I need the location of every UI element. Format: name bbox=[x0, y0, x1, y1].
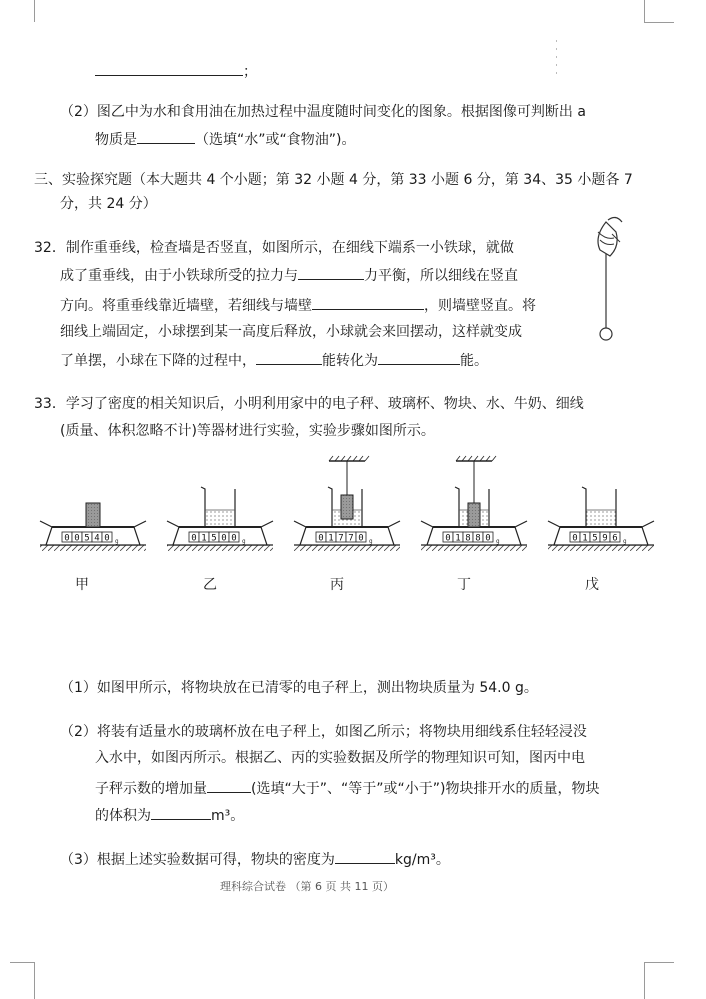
scale-4 bbox=[421, 456, 527, 551]
scale-1 bbox=[40, 503, 146, 551]
step-2-line-1: （2）将装有适量水的玻璃杯放在电子秤上，如图乙所示；将物块用细线系住轻轻浸没 bbox=[60, 724, 587, 740]
step-3: （3）根据上述实验数据可得，物块的密度为 kg/m³。 bbox=[60, 848, 450, 870]
q2-line-1: （2）图乙中为水和食用油在加热过程中温度随时间变化的图象。根据图像可判断出 a bbox=[60, 104, 586, 120]
scale-digit: 0 bbox=[191, 533, 197, 544]
figure-label-4: 丁 bbox=[457, 577, 471, 593]
q32-line-3: 方向。将重垂线靠近墙壁，若细线与墙壁 ，则墙壁竖直。将 bbox=[60, 294, 536, 316]
scale-digit: 1 bbox=[201, 533, 207, 544]
figure-label-5: 戊 bbox=[585, 577, 599, 593]
scale-digit: 7 bbox=[348, 533, 354, 544]
scale-digit: 5 bbox=[592, 533, 598, 544]
step-2-line-2: 入水中，如图丙所示。根据乙、丙的实验数据及所学的物理知识可知，图丙中电 bbox=[95, 750, 585, 766]
q32-line-5: 了单摆，小球在下降的过程中， 能转化为 能。 bbox=[60, 349, 488, 371]
section-3-heading-1: 三、实验探究题（本大题共 4 个小题；第 32 小题 4 分，第 33 小题 6 分，第 34、35 小题各 7 bbox=[34, 172, 633, 188]
step-2-line-3: 子秤示数的增加量 (选填“大于”、“等于”或“小于”)物块排开水的质量，物块 bbox=[95, 777, 599, 799]
scale-digit: 0 bbox=[221, 533, 227, 544]
scale-digit: 0 bbox=[64, 533, 70, 544]
crop-mark-top-right bbox=[644, 0, 645, 22]
scale-digit: 4 bbox=[94, 533, 100, 544]
section-3-heading-2: 分，共 24 分） bbox=[60, 196, 157, 212]
q2-line-2: 物质是 （选填“水”或“食物油”)。 bbox=[95, 128, 355, 150]
scale-digit: 5 bbox=[84, 533, 90, 544]
scale-digit: 0 bbox=[318, 533, 324, 544]
q33-line-2: (质量、体积忽略不计)等器材进行实验，实验步骤如图所示。 bbox=[60, 423, 435, 439]
scale-digit: 0 bbox=[485, 533, 491, 544]
scale-unit: g bbox=[496, 538, 500, 545]
scale-unit: g bbox=[369, 538, 373, 545]
q32-line-4: 细线上端固定，小球摆到某一高度后释放，小球就会来回摆动，这样就变成 bbox=[60, 324, 522, 340]
scale-3 bbox=[294, 456, 400, 551]
scale-digit: 0 bbox=[231, 533, 237, 544]
scale-digit: 8 bbox=[465, 533, 471, 544]
figure-label-1: 甲 bbox=[75, 577, 89, 593]
q32-line-1: 32．制作重垂线，检查墙是否竖直，如图所示，在细线下端系一小铁球，就做 bbox=[34, 240, 514, 256]
scale-digit: 0 bbox=[445, 533, 451, 544]
answer-line-continuation: ； bbox=[95, 60, 257, 82]
figure-label-3: 丙 bbox=[330, 577, 344, 593]
q32-line-2: 成了重垂线，由于小铁球所受的拉力与 力平衡，所以细线在竖直 bbox=[60, 264, 518, 286]
scale-unit: g bbox=[242, 538, 246, 545]
scale-digit: 1 bbox=[328, 533, 334, 544]
experiment-figure bbox=[30, 455, 670, 565]
plumb-line-figure bbox=[586, 212, 636, 347]
scale-digit: 1 bbox=[582, 533, 588, 544]
figure-label-2: 乙 bbox=[203, 577, 217, 593]
q33-line-1: 33．学习了密度的相关知识后，小明利用家中的电子秤、玻璃杯、物块、水、牛奶、细线 bbox=[34, 396, 584, 412]
step-1: （1）如图甲所示，将物块放在已清零的电子秤上，测出物块质量为 54.0 g。 bbox=[60, 680, 538, 696]
crop-mark-bottom-left bbox=[34, 962, 35, 999]
scale-2 bbox=[167, 487, 273, 551]
crop-mark-bottom-right bbox=[644, 962, 645, 999]
scale-digit: 6 bbox=[612, 533, 618, 544]
binding-dots bbox=[556, 40, 557, 80]
scale-digit: 7 bbox=[338, 533, 344, 544]
scale-5 bbox=[548, 487, 654, 551]
scale-digit: 0 bbox=[572, 533, 578, 544]
scale-unit: g bbox=[623, 538, 627, 545]
scale-digit: 1 bbox=[455, 533, 461, 544]
scale-digit: 0 bbox=[104, 533, 110, 544]
page-footer: 理科综合试卷 （第 6 页 共 11 页） bbox=[220, 880, 394, 893]
crop-mark-top-right-h bbox=[644, 22, 674, 23]
crop-mark-bottom-right-h bbox=[644, 962, 674, 963]
scale-unit: g bbox=[115, 538, 119, 545]
scale-digit: 5 bbox=[211, 533, 217, 544]
crop-mark-top-left bbox=[34, 0, 35, 22]
scale-digit: 9 bbox=[602, 533, 608, 544]
scale-digit: 8 bbox=[475, 533, 481, 544]
scale-digit: 0 bbox=[358, 533, 364, 544]
scale-digit: 0 bbox=[74, 533, 80, 544]
crop-mark-bottom-left-h bbox=[10, 962, 34, 963]
step-2-line-4: 的体积为 m³。 bbox=[95, 804, 244, 826]
